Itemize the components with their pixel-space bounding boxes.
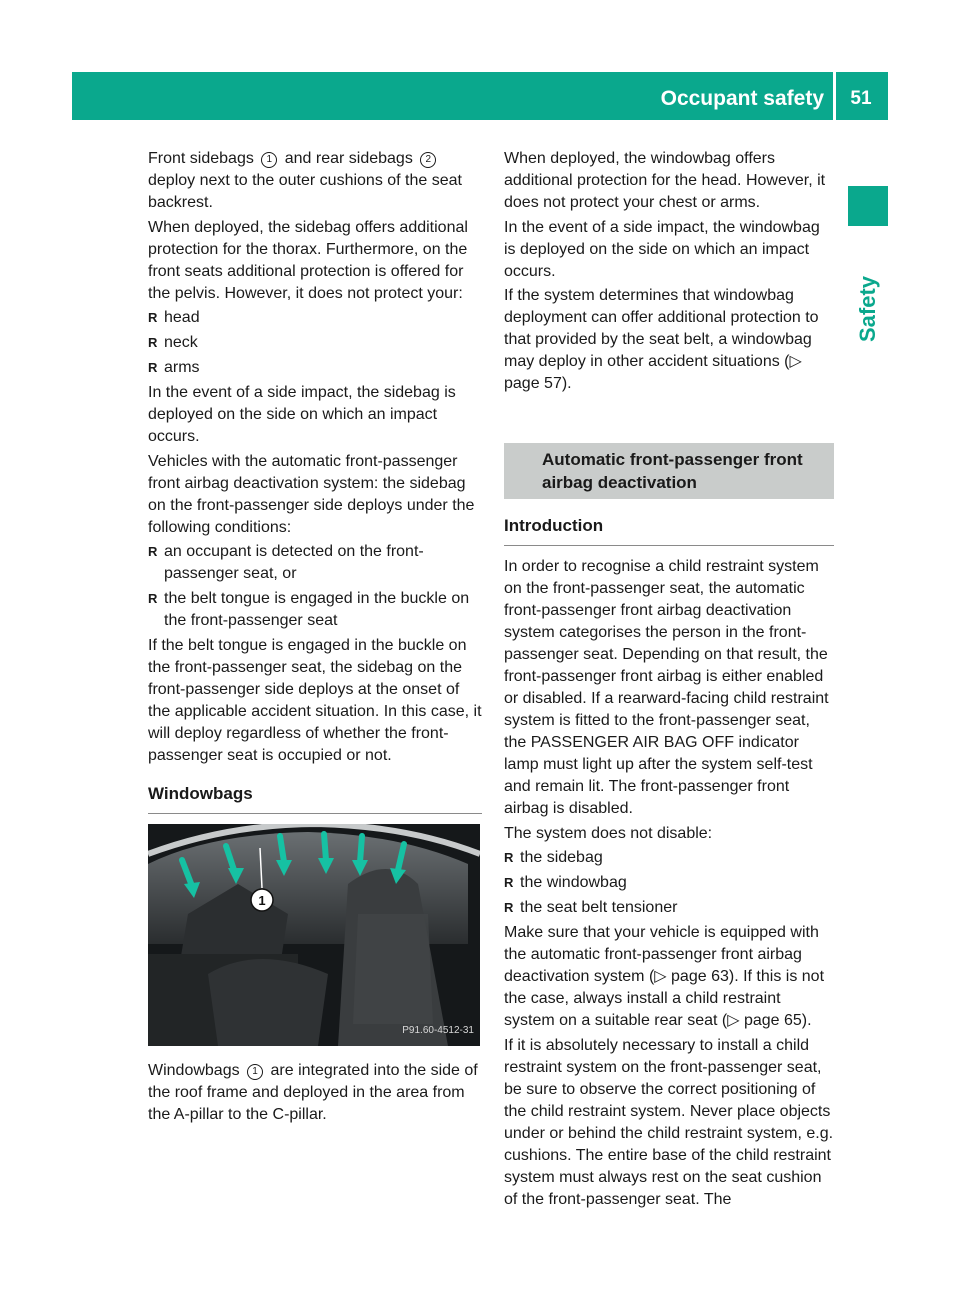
windowbag-illustration bbox=[148, 824, 480, 1046]
list-item: R the belt tongue is engaged in the buckle on the front-passenger seat bbox=[148, 588, 482, 632]
bullet-list bbox=[148, 541, 482, 632]
paragraph bbox=[148, 148, 482, 214]
list-item: R the sidebag bbox=[504, 847, 834, 869]
paragraph: The system does not disable: bbox=[504, 824, 713, 842]
bullet-list bbox=[148, 307, 482, 379]
paragraph: Make sure that your vehicle is equipped with the automatic front-passenger front airbag deactivation system (▷ page 63). If this is not the case, always install a child restraint system on a suitable rear seat (▷ page 65). bbox=[504, 924, 825, 1029]
paragraph bbox=[504, 285, 834, 395]
paragraph: If it is absolutely necessary to install a child restraint system on the front-passenger seat, be sure to observe the correct positioning of the child restraint system. Never place objects under or behind the child restraint system, e.g. cushions. The entire base of the child restraint system must always rest on the seat cushion of the front-passenger seat. The bbox=[504, 1036, 834, 1208]
callout-2-icon: 2 bbox=[420, 152, 436, 168]
windowbags-heading: Windowbags bbox=[148, 783, 482, 814]
right-column bbox=[504, 148, 834, 1213]
text: Front sidebags bbox=[148, 150, 259, 167]
paragraph: When deployed, the sidebag offers additional protection for the thorax. Furthermore, on the front seats additional protection is offered for the pelvis. However, it does not protect your: bbox=[148, 218, 468, 302]
list-item: R head bbox=[148, 307, 482, 329]
section-title: Automatic front-passenger front airbag deactivation bbox=[504, 443, 834, 499]
page-reference-link[interactable]: (▷ page 57). bbox=[504, 353, 802, 392]
text: If the system determines that windowbag deployment can offer additional protection to that provided by the seat belt, a windowbag may deploy in other accident situations bbox=[504, 287, 819, 370]
list-item: R an occupant is detected on the front-passenger seat, or bbox=[148, 541, 482, 585]
text: Windowbags bbox=[148, 1062, 245, 1079]
list-item: R neck bbox=[148, 332, 482, 354]
paragraph: In the event of a side impact, the windowbag is deployed on the side on which an impact occurs. bbox=[504, 218, 820, 280]
paragraph: When deployed, the windowbag offers additional protection for the head. However, it does not protect your chest or arms. bbox=[504, 150, 826, 211]
paragraph: In the event of a side impact, the sidebag is deployed on the side on which an impact occurs. bbox=[148, 384, 456, 445]
text: and rear sidebags bbox=[280, 150, 418, 167]
text: are integrated into the side of the roof frame and deployed in the area from the A-pillar to the C-pillar. bbox=[148, 1062, 478, 1123]
left-column bbox=[148, 148, 482, 1129]
paragraph bbox=[148, 1060, 482, 1126]
bullet-list bbox=[504, 847, 834, 919]
page-number: 51 bbox=[850, 88, 872, 109]
list-item: R the seat belt tensioner bbox=[504, 897, 834, 919]
paragraph: If the belt tongue is engaged in the buckle on the front-passenger seat, the sidebag on the front-passenger side deploys at the onset of the applicable accident situation. In this case, it will deploy regardless of whether the front-passenger seat is occupied or not. bbox=[148, 637, 482, 764]
list-item: R arms bbox=[148, 357, 482, 379]
callout-1-icon: 1 bbox=[261, 152, 277, 168]
side-tab-label: Safety bbox=[855, 275, 880, 342]
figure-callout-1: 1 bbox=[258, 893, 266, 908]
header-title: Occupant safety bbox=[660, 87, 824, 110]
side-tab-marker bbox=[848, 186, 888, 226]
car-interior-image bbox=[148, 824, 480, 1046]
paragraph: Vehicles with the automatic front-passenger front airbag deactivation system: the sidebag on the front-passenger side deploys under the following conditions: bbox=[148, 452, 475, 536]
list-item: R the windowbag bbox=[504, 872, 834, 894]
text: deploy next to the outer cushions of the seat backrest. bbox=[148, 172, 462, 211]
callout-1-icon: 1 bbox=[247, 1064, 263, 1080]
introduction-heading: Introduction bbox=[504, 515, 834, 546]
paragraph: In order to recognise a child restraint system on the front-passenger seat, the automatic front-passenger front airbag deactivation system categorises the person in the front-passenger seat. Depending on that result, the front-passenger front airbag is either enabled or disabled. If a rearward-facing child restraint system is fitted to the front-passenger seat, the PASSENGER AIR BAG OFF indicator lamp must light up after the system self-test and remain lit. The front-passenger front airbag is disabled. bbox=[504, 558, 829, 817]
figure-code: P91.60-4512-31 bbox=[402, 1025, 474, 1036]
